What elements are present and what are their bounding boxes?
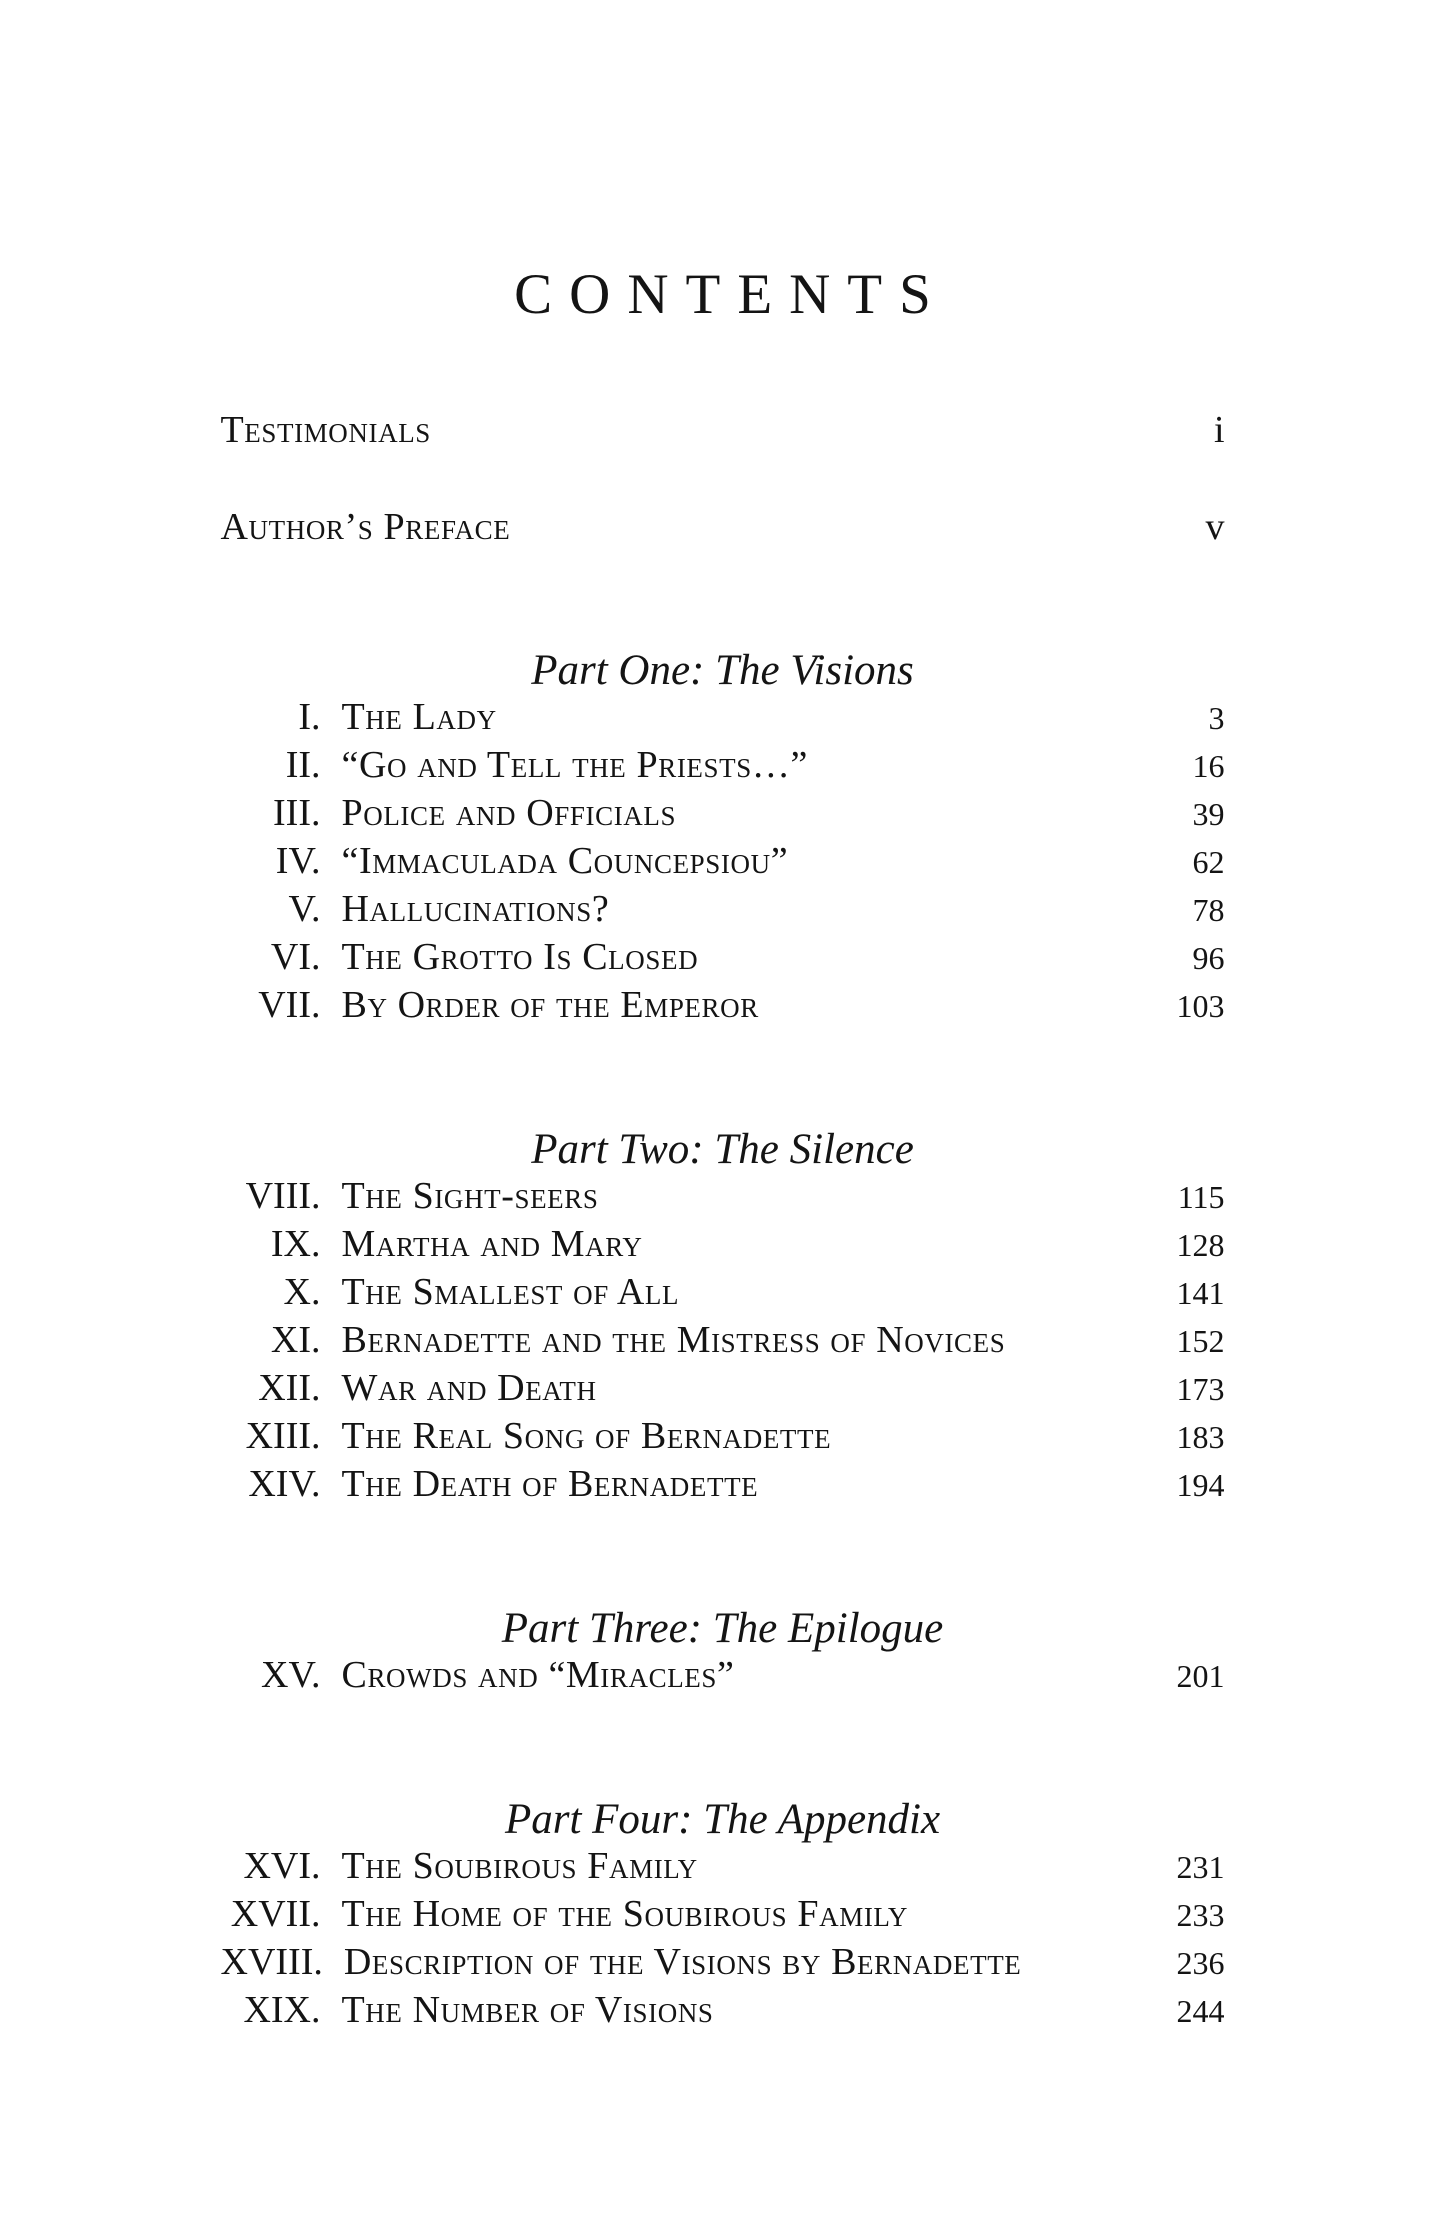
chapter-title: “Go and Tell the Priests…” (341, 744, 808, 786)
chapter-title: The Grotto Is Closed (341, 936, 699, 978)
chapter-title: The Home of the Soubirous Family (341, 1893, 908, 1935)
chapter-title: The Number of Visions (341, 1989, 714, 2031)
part-heading: Part Two: The Silence (531, 1126, 914, 1173)
chapter-title: The Sight-seers (341, 1175, 599, 1217)
toc-entry (221, 790, 1225, 838)
table-of-contents (220, 263, 1225, 2035)
toc-entry (221, 1269, 1225, 1317)
toc-entry (221, 1461, 1225, 1509)
chapter-title: The Death of Bernadette (341, 1463, 759, 1505)
chapter-numeral: XIX. (243, 1989, 321, 2031)
page-number: 78 (1192, 892, 1225, 928)
part-heading: Part Three: The Epilogue (501, 1605, 944, 1652)
chapter-title: Martha and Mary (341, 1223, 643, 1265)
page-number: 173 (1176, 1371, 1225, 1407)
chapter-numeral: III. (273, 792, 321, 834)
chapter-numeral: XII. (258, 1367, 321, 1409)
chapter-numeral: II. (285, 744, 321, 786)
front-matter-row (221, 504, 1225, 551)
toc-entry (221, 1891, 1225, 1939)
page-number: 62 (1192, 844, 1225, 880)
part-heading: Part One: The Visions (531, 647, 914, 694)
chapter-title: Crowds and “Miracles” (341, 1654, 735, 1696)
chapter-numeral: V. (288, 888, 321, 930)
toc-section-part-four (221, 1796, 1225, 2035)
chapter-title: Police and Officials (341, 792, 677, 834)
toc-entry (221, 742, 1225, 790)
toc-entry (221, 1173, 1225, 1221)
page-number: 128 (1176, 1227, 1225, 1263)
page-number: 233 (1176, 1897, 1225, 1933)
chapter-title: By Order of the Emperor (341, 984, 759, 1026)
page-number: 3 (1208, 700, 1225, 736)
page-title: CONTENTS (514, 263, 948, 326)
front-matter-label: Testimonials (220, 409, 431, 451)
chapter-numeral: XVII. (230, 1893, 321, 1935)
chapter-numeral: X. (283, 1271, 321, 1313)
chapter-numeral: IV. (275, 840, 321, 882)
page-number: 115 (1177, 1179, 1225, 1215)
page-number: 183 (1176, 1419, 1225, 1455)
toc-entry (221, 982, 1225, 1030)
page-number: 236 (1176, 1945, 1225, 1981)
page-number: v (1205, 506, 1225, 548)
page-number: 141 (1176, 1275, 1225, 1311)
chapter-numeral: XIII. (245, 1415, 321, 1457)
page-number: 39 (1192, 796, 1225, 832)
chapter-title: Bernadette and the Mistress of Novices (341, 1319, 1006, 1361)
toc-entry (221, 1843, 1225, 1891)
chapter-title: War and Death (341, 1367, 597, 1409)
toc-entry (221, 934, 1225, 982)
page-number: 244 (1176, 1993, 1225, 2029)
chapter-numeral: IX. (270, 1223, 321, 1265)
front-matter-label: Author’s Preface (220, 506, 511, 548)
chapter-numeral: VIII. (245, 1175, 321, 1217)
chapter-title: The Real Song of Bernadette (341, 1415, 832, 1457)
chapter-numeral: XVI. (243, 1845, 321, 1887)
page-number: 231 (1176, 1849, 1225, 1885)
chapter-numeral: XI. (270, 1319, 321, 1361)
page-number: 96 (1192, 940, 1225, 976)
toc-entry (221, 886, 1225, 934)
toc-entry (221, 1221, 1225, 1269)
toc-entry (221, 1987, 1225, 2035)
page-number: 103 (1176, 988, 1225, 1024)
toc-section-part-two (221, 1126, 1225, 1509)
toc-entry (221, 1413, 1225, 1461)
chapter-numeral: XV. (261, 1654, 321, 1696)
chapter-numeral: XVIII. (220, 1941, 323, 1983)
toc-section-part-one (221, 647, 1225, 1030)
toc-entry (221, 1317, 1225, 1365)
toc-entry (221, 1365, 1225, 1413)
chapter-numeral: VI. (270, 936, 321, 978)
chapter-title: “Immaculada Councepsiou” (341, 840, 789, 882)
page-number: 201 (1176, 1658, 1225, 1694)
toc-section-part-three (221, 1605, 1225, 1700)
toc-entry (221, 1652, 1225, 1700)
chapter-title: Description of the Visions by Bernadette (343, 1941, 1022, 1983)
chapter-title: Hallucinations? (341, 888, 610, 930)
toc-entry (221, 694, 1225, 742)
page-number: 16 (1192, 748, 1225, 784)
page-number: 194 (1176, 1467, 1225, 1503)
chapter-numeral: I. (298, 696, 321, 738)
chapter-numeral: XIV. (248, 1463, 321, 1505)
page-number: i (1213, 409, 1225, 451)
toc-entry (221, 838, 1225, 886)
chapter-title: The Soubirous Family (341, 1845, 698, 1887)
page-number: 152 (1176, 1323, 1225, 1359)
chapter-title: The Lady (341, 696, 497, 738)
chapter-title: The Smallest of All (341, 1271, 680, 1313)
chapter-numeral: VII. (258, 984, 321, 1026)
part-heading: Part Four: The Appendix (504, 1796, 941, 1843)
front-matter-row (221, 407, 1225, 454)
toc-entry (221, 1939, 1225, 1987)
